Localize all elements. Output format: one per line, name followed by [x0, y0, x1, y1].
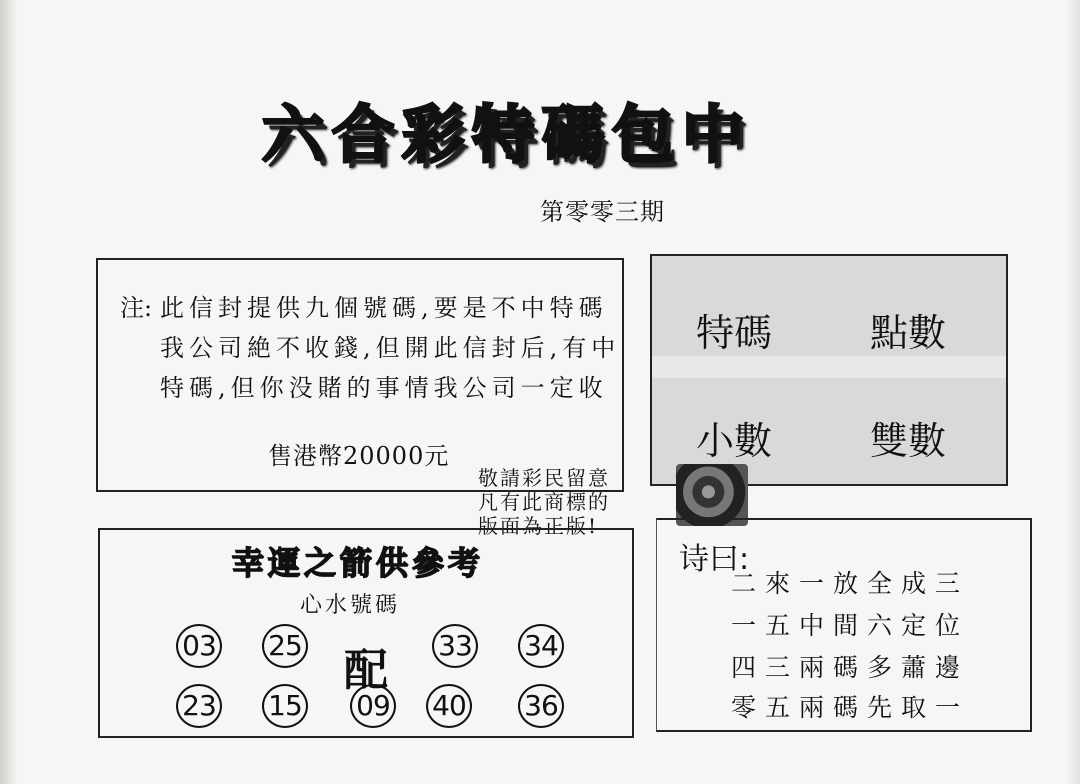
notice-line-1: 敬請彩民留意 [478, 466, 610, 490]
notice-line-3: 版面為正版! [478, 514, 599, 538]
poem-line-1: 二來一放全成三 [731, 569, 970, 598]
number-ball: 33 [432, 624, 478, 668]
number-ball: 34 [518, 624, 564, 668]
number-ball: 23 [176, 684, 222, 728]
trademark-logo [676, 464, 748, 526]
poem-line-3: 四三兩碼多蕭邊 [731, 653, 970, 682]
page-title: 六合彩特碼包中 [262, 98, 753, 171]
note-prefix: 注: [120, 294, 153, 322]
number-ball: 03 [176, 624, 222, 668]
scan-edge-right [1066, 0, 1080, 784]
lucky-title: 幸運之箭供參考 [232, 544, 485, 582]
lucky-subtitle: 心水號碼 [300, 593, 401, 618]
poem-box [656, 518, 1032, 732]
price-text: 售港幣20000元 [268, 442, 450, 470]
lucky-numbers-box [98, 528, 634, 738]
category-special: 特碼 [696, 311, 773, 355]
notice-line-2: 凡有此商標的 [478, 490, 610, 514]
number-ball: 25 [262, 624, 308, 668]
poem-line-4: 零五兩碼先取一 [731, 693, 970, 722]
poem-title: 诗曰: [679, 542, 750, 577]
number-ball: 36 [518, 684, 564, 728]
pair-character: 配 [344, 645, 388, 696]
poem-line-2: 一五中間六定位 [731, 611, 970, 640]
note-line-2: 我公司絶不收錢,但開此信封后,有中 [160, 334, 621, 362]
category-points: 點數 [870, 311, 947, 355]
scan-edge-left [0, 0, 18, 784]
issue-number: 第零零三期 [540, 198, 665, 226]
gray-band [652, 356, 1006, 378]
note-line-3: 特碼,但你没賭的事情我公司一定收 [160, 374, 608, 402]
category-even: 雙數 [870, 419, 947, 463]
note-box [96, 258, 624, 492]
number-ball: 40 [426, 684, 472, 728]
category-box [650, 254, 1008, 486]
number-ball: 15 [262, 684, 308, 728]
note-line-1: 此信封提供九個號碼,要是不中特碼 [160, 294, 608, 322]
number-ball: 09 [350, 684, 396, 728]
category-small: 小數 [696, 419, 773, 463]
